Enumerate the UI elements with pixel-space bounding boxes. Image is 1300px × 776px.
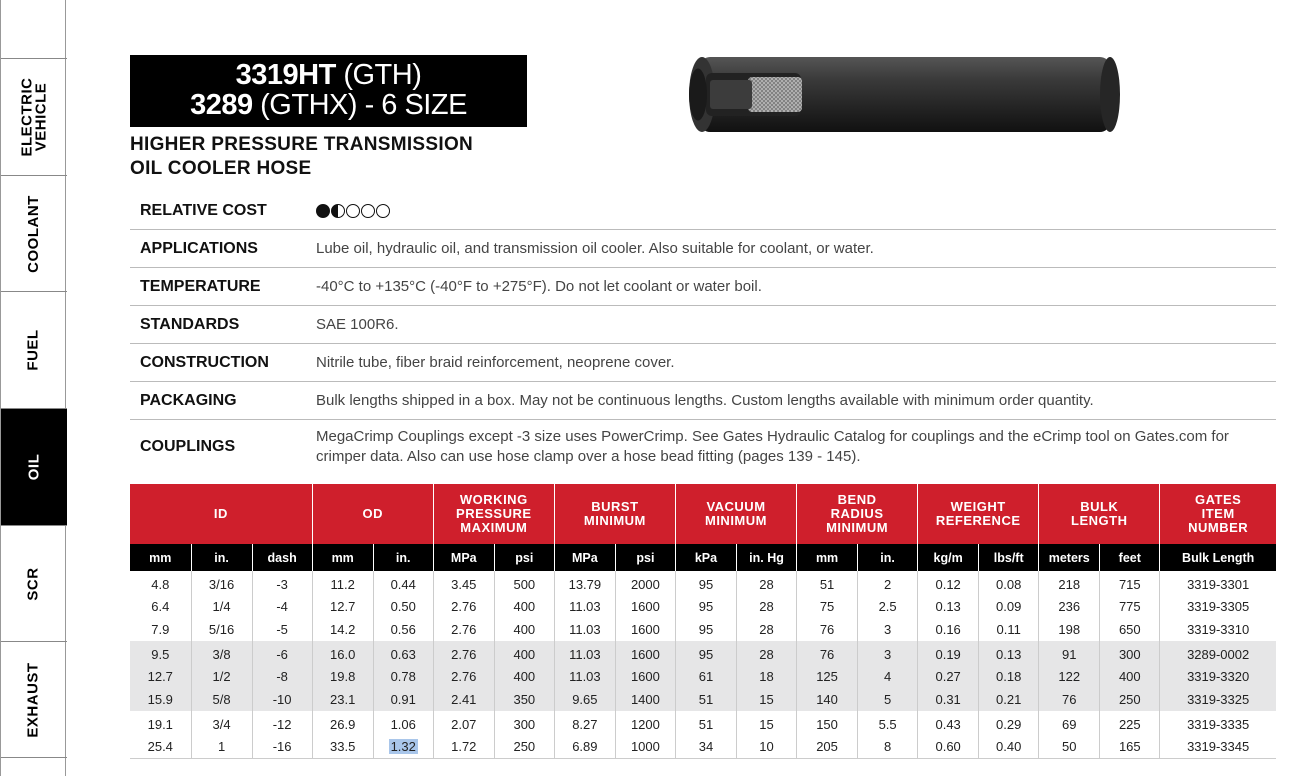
table-cell: 69 xyxy=(1039,711,1100,734)
table-cell: 1/4 xyxy=(191,594,252,617)
table-cell: -12 xyxy=(252,711,312,734)
table-cell: 0.31 xyxy=(918,688,979,711)
table-cell: 0.12 xyxy=(918,571,979,594)
table-cell: 9.65 xyxy=(554,688,615,711)
table-cell: 0.44 xyxy=(373,571,433,594)
spec-row-temperature xyxy=(130,268,1276,306)
table-body xyxy=(130,571,1276,758)
group-header-weight: WEIGHT REFERENCE xyxy=(918,484,1039,544)
table-cell: 3/4 xyxy=(191,711,252,734)
table-cell: 18 xyxy=(736,665,796,688)
table-cell: 3319-3345 xyxy=(1160,735,1276,758)
table-cell: 2000 xyxy=(615,571,675,594)
table-cell: -6 xyxy=(252,641,312,664)
table-cell: 0.43 xyxy=(918,711,979,734)
table-cell: 6.89 xyxy=(554,735,615,758)
table-cell: 350 xyxy=(494,688,554,711)
table-cell: 2.76 xyxy=(433,618,494,641)
subtitle-line-1: HIGHER PRESSURE TRANSMISSION xyxy=(130,134,474,155)
table-cell: 400 xyxy=(1100,665,1160,688)
table-cell: 76 xyxy=(797,641,858,664)
table-cell: 12.7 xyxy=(312,594,373,617)
tab-label: SCR xyxy=(24,566,42,601)
product-subtitle xyxy=(130,133,473,181)
table-cell: 11.03 xyxy=(554,618,615,641)
column-header: kPa xyxy=(675,544,736,571)
table-cell: 218 xyxy=(1039,571,1100,594)
group-header-bend-radius: BEND RADIUS MINIMUM xyxy=(797,484,918,544)
column-header: kg/m xyxy=(918,544,979,571)
table-cell: 3.45 xyxy=(433,571,494,594)
table-cell: 400 xyxy=(494,665,554,688)
table-cell: 1.72 xyxy=(433,735,494,758)
table-cell: 1600 xyxy=(615,594,675,617)
table-cell: 1.06 xyxy=(373,711,433,734)
group-header-working-pressure: WORKING PRESSURE MAXIMUM xyxy=(433,484,554,544)
table-cell: 2.5 xyxy=(858,594,918,617)
table-cell: 3319-3301 xyxy=(1160,571,1276,594)
table-cell: 3/8 xyxy=(191,641,252,664)
table-cell: 5/16 xyxy=(191,618,252,641)
column-header: lbs/ft xyxy=(979,544,1039,571)
group-header-id: ID xyxy=(130,484,312,544)
spec-value: MegaCrimp Couplings except -3 size uses PowerCrimp. See Gates Hydraulic Catalog for couplings and the eCrimp tool on Gates.com for crimper data. Also can use hose clamp over a hose bead fitting (pages 139 - 145). xyxy=(316,428,1229,465)
table-cell: 51 xyxy=(675,688,736,711)
table-cell: 11.2 xyxy=(312,571,373,594)
spec-value: SAE 100R6. xyxy=(316,315,399,333)
table-cell: 3319-3310 xyxy=(1160,618,1276,641)
selected-text[interactable]: 1.32 xyxy=(390,738,416,754)
spec-label: PACKAGING xyxy=(140,391,237,409)
table-cell: 400 xyxy=(494,594,554,617)
table-row xyxy=(130,665,1276,688)
table-cell: 0.29 xyxy=(979,711,1039,734)
spec-label: RELATIVE COST xyxy=(140,201,267,219)
table-row xyxy=(130,618,1276,641)
table-cell: 1000 xyxy=(615,735,675,758)
table-cell: 3 xyxy=(858,618,918,641)
column-header: dash xyxy=(252,544,312,571)
table-cell: 50 xyxy=(1039,735,1100,758)
table-cell: 95 xyxy=(675,594,736,617)
table-cell xyxy=(373,735,433,758)
table-cell: 3319-3305 xyxy=(1160,594,1276,617)
table-cell: -8 xyxy=(252,665,312,688)
table-cell: 28 xyxy=(736,571,796,594)
table-cell: 205 xyxy=(797,735,858,758)
table-cell: 3/16 xyxy=(191,571,252,594)
table-cell: 500 xyxy=(494,571,554,594)
table-cell: 1600 xyxy=(615,641,675,664)
table-cell: 75 xyxy=(797,594,858,617)
table-cell: 95 xyxy=(675,618,736,641)
table-cell: 2 xyxy=(858,571,918,594)
column-header: in. Hg xyxy=(736,544,796,571)
spec-row-relative-cost xyxy=(130,192,1276,230)
table-cell: 2.76 xyxy=(433,641,494,664)
table-cell: 0.08 xyxy=(979,571,1039,594)
table-cell: -3 xyxy=(252,571,312,594)
table-cell: 34 xyxy=(675,735,736,758)
spec-row-couplings xyxy=(130,420,1276,474)
column-header: in. xyxy=(373,544,433,571)
column-header: in. xyxy=(858,544,918,571)
table-cell: 16.0 xyxy=(312,641,373,664)
table-cell: 0.16 xyxy=(918,618,979,641)
product-title-block xyxy=(130,55,527,127)
table-cell: 91 xyxy=(1039,641,1100,664)
table-cell: 11.03 xyxy=(554,641,615,664)
column-header: in. xyxy=(191,544,252,571)
spec-row-construction xyxy=(130,344,1276,382)
table-cell: 2.41 xyxy=(433,688,494,711)
table-cell: 165 xyxy=(1100,735,1160,758)
hose-spec-table xyxy=(130,484,1276,759)
table-cell: 0.11 xyxy=(979,618,1039,641)
group-header-bulk-length: BULK LENGTH xyxy=(1039,484,1160,544)
table-cell: 250 xyxy=(1100,688,1160,711)
group-header-item-number: GATES ITEM NUMBER xyxy=(1160,484,1276,544)
table-cell: 150 xyxy=(797,711,858,734)
tab-fuel[interactable] xyxy=(1,291,67,408)
spec-label: CONSTRUCTION xyxy=(140,353,269,371)
subtitle-line-2: OIL COOLER HOSE xyxy=(130,158,312,179)
table-cell: 0.60 xyxy=(918,735,979,758)
table-cell: 28 xyxy=(736,641,796,664)
table-cell: 6.4 xyxy=(151,598,170,614)
table-cell: 140 xyxy=(797,688,858,711)
table-cell: -5 xyxy=(252,618,312,641)
tab-label: COOLANT xyxy=(25,194,43,273)
table-cell: 300 xyxy=(1100,641,1160,664)
part-code: (GTH) xyxy=(335,59,422,91)
tab-label: ELECTRIC xyxy=(18,77,35,157)
table-cell: 650 xyxy=(1100,618,1160,641)
spec-value: Nitrile tube, fiber braid reinforcement, neoprene cover. xyxy=(316,353,675,371)
table-cell: 198 xyxy=(1039,618,1100,641)
table-cell: -16 xyxy=(252,735,312,758)
tab-label: OIL xyxy=(25,453,42,481)
table-cell: 1600 xyxy=(615,665,675,688)
table-cell: 76 xyxy=(797,618,858,641)
table-cell: 2.76 xyxy=(433,665,494,688)
table-cell: 28 xyxy=(736,594,796,617)
table-cell: 1400 xyxy=(615,688,675,711)
table-cell: 9.5 xyxy=(130,641,191,664)
hose-image xyxy=(686,55,1120,134)
column-header: MPa xyxy=(554,544,615,571)
table-cell: 10 xyxy=(736,735,796,758)
spec-row-standards xyxy=(130,306,1276,344)
table-cell: 1/2 xyxy=(191,665,252,688)
cost-dot-half-icon xyxy=(331,204,345,218)
table-cell: 2.76 xyxy=(433,594,494,617)
table-cell: 0.50 xyxy=(373,594,433,617)
table-cell: 1200 xyxy=(615,711,675,734)
column-header: psi xyxy=(494,544,554,571)
spec-row-applications xyxy=(130,230,1276,268)
table-cell: 225 xyxy=(1100,711,1160,734)
table-cell: 61 xyxy=(675,665,736,688)
table-cell: 0.91 xyxy=(373,688,433,711)
section-tab-strip xyxy=(0,0,66,776)
spec-value: Bulk lengths shipped in a box. May not be continuous lengths. Custom lengths available with minimum order quantity. xyxy=(316,391,1094,409)
spec-label: TEMPERATURE xyxy=(140,277,261,295)
spec-row-packaging xyxy=(130,382,1276,420)
tab-coolant[interactable] xyxy=(1,175,67,291)
table-cell: 0.09 xyxy=(979,594,1039,617)
table-cell: 4.8 xyxy=(151,576,170,592)
table-cell: 2.07 xyxy=(433,711,494,734)
table-cell: 8.27 xyxy=(554,711,615,734)
column-header: feet xyxy=(1100,544,1160,571)
group-header-burst: BURST MINIMUM xyxy=(554,484,675,544)
table-cell: 400 xyxy=(494,641,554,664)
table-cell: 5 xyxy=(858,688,918,711)
table-cell: 1600 xyxy=(615,618,675,641)
spec-list xyxy=(130,192,1276,474)
table-cell: 95 xyxy=(675,641,736,664)
table-cell: 26.9 xyxy=(312,711,373,734)
table-cell: -10 xyxy=(252,688,312,711)
table-cell: 3319-3320 xyxy=(1160,665,1276,688)
table-cell: 95 xyxy=(675,571,736,594)
table-cell: 400 xyxy=(494,618,554,641)
column-header: Bulk Length xyxy=(1160,544,1276,571)
table-cell: 3289-0002 xyxy=(1160,641,1276,664)
tab-label: EXHAUST xyxy=(25,661,42,738)
title-line-1 xyxy=(130,60,527,90)
table-cell: 3319-3325 xyxy=(1160,688,1276,711)
table-cell: 11.03 xyxy=(554,594,615,617)
table-cell: 236 xyxy=(1039,594,1100,617)
table-cell: 0.63 xyxy=(373,641,433,664)
table-cell: -4 xyxy=(252,594,312,617)
column-header: mm xyxy=(797,544,858,571)
table-cell: 12.7 xyxy=(130,665,191,688)
table-row xyxy=(130,688,1276,711)
table-cell: 25.4 xyxy=(130,735,191,758)
table-cell: 0.21 xyxy=(979,688,1039,711)
table-cell: 775 xyxy=(1100,594,1160,617)
table-row xyxy=(130,571,1276,594)
part-number: 3319HT xyxy=(235,59,336,91)
sub-header-row xyxy=(130,544,1276,571)
table-cell: 28 xyxy=(736,618,796,641)
part-code: (GTHX) - 6 SIZE xyxy=(252,89,467,121)
table-cell: 13.79 xyxy=(554,571,615,594)
table-cell: 15 xyxy=(736,688,796,711)
table-row xyxy=(130,735,1276,758)
table-cell: 300 xyxy=(494,711,554,734)
table-cell: 76 xyxy=(1039,688,1100,711)
table-cell: 3 xyxy=(858,641,918,664)
column-header: MPa xyxy=(433,544,494,571)
table-cell: 8 xyxy=(858,735,918,758)
column-header: mm xyxy=(312,544,373,571)
spec-value: -40°C to +135°C (-40°F to +275°F). Do not let coolant or water boil. xyxy=(316,277,762,295)
table-cell: 0.78 xyxy=(373,665,433,688)
table-row xyxy=(130,711,1276,734)
cost-dot-filled-icon xyxy=(316,204,330,218)
table-cell: 0.40 xyxy=(979,735,1039,758)
column-header: mm xyxy=(130,544,191,571)
table-cell: 19.1 xyxy=(147,717,173,733)
tab-label: VEHICLE xyxy=(32,82,49,152)
table-cell: 125 xyxy=(797,665,858,688)
cost-dot-empty-icon xyxy=(346,204,360,218)
tab-scr[interactable] xyxy=(1,525,67,641)
table-cell: 4 xyxy=(858,665,918,688)
cost-dot-empty-icon xyxy=(361,204,375,218)
table-cell: 14.2 xyxy=(312,618,373,641)
table-cell: 0.27 xyxy=(918,665,979,688)
table-cell: 19.8 xyxy=(312,665,373,688)
table-cell: 15.9 xyxy=(130,688,191,711)
table-row xyxy=(130,594,1276,617)
table-cell: 122 xyxy=(1039,665,1100,688)
spec-value: Lube oil, hydraulic oil, and transmission oil cooler. Also suitable for coolant, or water. xyxy=(316,239,874,257)
table-cell: 250 xyxy=(494,735,554,758)
table-cell: 51 xyxy=(797,571,858,594)
table-cell: 11.03 xyxy=(554,665,615,688)
group-header-od: OD xyxy=(312,484,433,544)
table-cell: 0.13 xyxy=(918,594,979,617)
column-header: meters xyxy=(1039,544,1100,571)
table-cell: 0.13 xyxy=(979,641,1039,664)
column-header: psi xyxy=(615,544,675,571)
table-cell: 0.18 xyxy=(979,665,1039,688)
spec-label: COUPLINGS xyxy=(140,438,236,455)
title-line-2 xyxy=(130,90,527,120)
tab-label: FUEL xyxy=(24,329,42,371)
table-cell: 23.1 xyxy=(312,688,373,711)
table-cell: 33.5 xyxy=(312,735,373,758)
table-cell: 715 xyxy=(1100,571,1160,594)
table-cell: 1 xyxy=(191,735,252,758)
relative-cost-rating xyxy=(316,204,1276,218)
spec-label: APPLICATIONS xyxy=(140,239,258,257)
tab-exhaust[interactable] xyxy=(1,641,67,758)
group-header-vacuum: VACUUM MINIMUM xyxy=(675,484,796,544)
table-cell: 0.19 xyxy=(918,641,979,664)
table-cell: 3319-3335 xyxy=(1160,711,1276,734)
cost-dot-empty-icon xyxy=(376,204,390,218)
spec-label: STANDARDS xyxy=(140,315,240,333)
group-header-row xyxy=(130,484,1276,544)
tab-oil[interactable] xyxy=(1,408,67,525)
table-cell: 5.5 xyxy=(858,711,918,734)
part-number: 3289 xyxy=(190,89,253,121)
tab-electric-vehicle[interactable] xyxy=(1,58,67,175)
table-cell: 15 xyxy=(736,711,796,734)
table-cell: 5/8 xyxy=(191,688,252,711)
table-cell: 7.9 xyxy=(151,621,170,637)
table-cell: 0.56 xyxy=(373,618,433,641)
table-row xyxy=(130,641,1276,664)
table-cell: 51 xyxy=(675,711,736,734)
